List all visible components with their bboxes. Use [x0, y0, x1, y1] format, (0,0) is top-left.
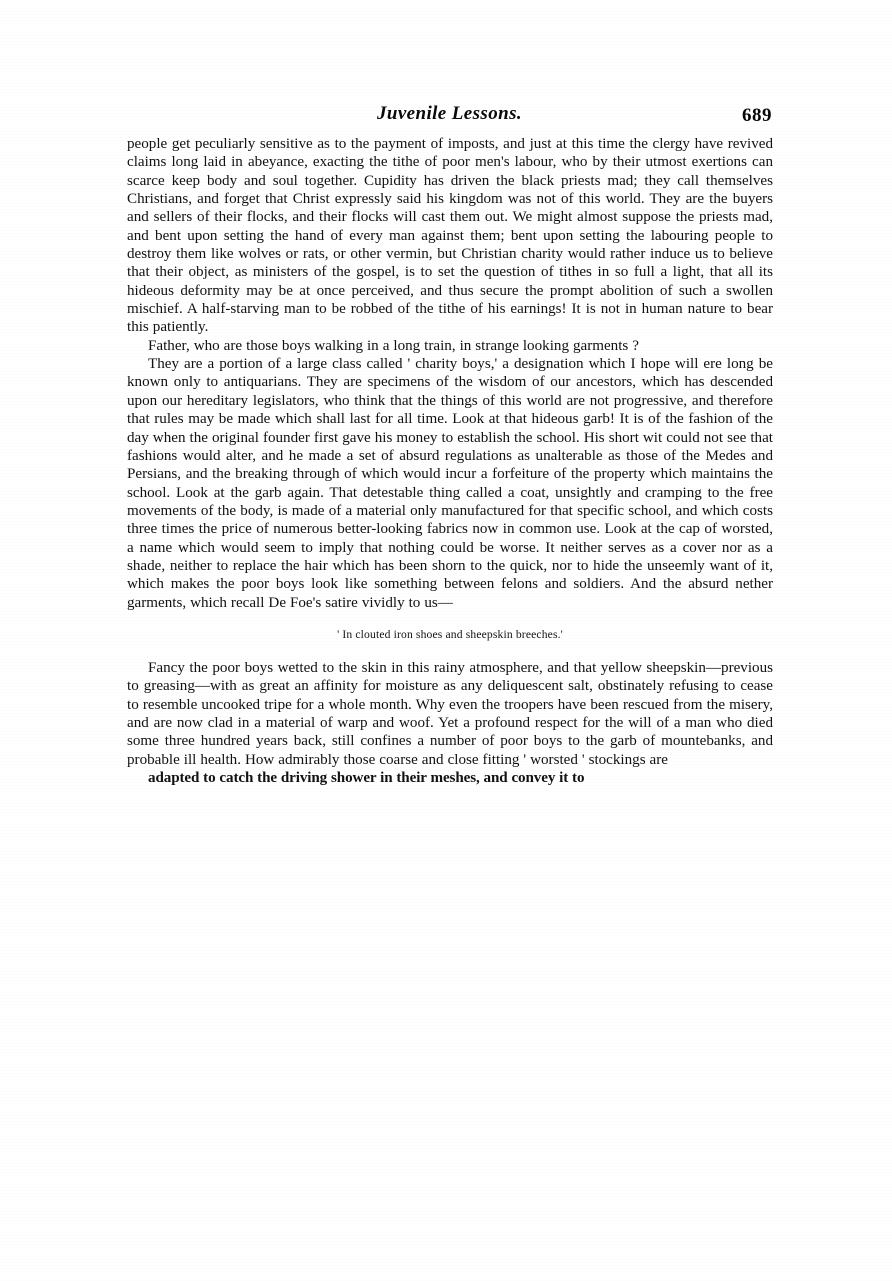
paragraph-father-question: Father, who are those boys walking in a long train, in strange looking garments ? — [148, 337, 639, 354]
paragraph-sheepskin-text: Fancy the poor boys wetted to the skin in this rainy atmosphere, and that yellow sheepskin—previous to greasing—with as great an affinity for moisture as any deliquescent salt, obstinately refusing to cease to resemble uncooked tripe for a whole month. Why even the troopers have been rescued from the misery, and are now clad in a material of warp and woof. Yet a profound respect for the will of a man who died some three hundred years back, still confines a number of poor boys to the garb of mountebanks, and probable ill health. How admirably those coarse and close fitting ' worsted ' stockings are — [127, 659, 773, 768]
running-head-title: Juvenile Lessons. — [376, 103, 523, 124]
body-text-block — [127, 135, 773, 787]
paragraph-tithes: people get peculiarly sensitive as to the payment of imposts, and just at this time the clergy have revived claims long laid in abeyance, exacting the tithe of poor men's labour, who by their utmost exertions can scarce keep body and soul together. Cupidity has driven the black priests mad; they call themselves Christians, and forget that Christ expressly said his kingdom was not of this world. They are the buyers and sellers of their flocks, and their flocks will cast them out. We might almost suppose the priests mad, and bent upon setting the hand of every man against them; bent upon setting the labouring people to destroy them like wolves or rats, or other vermin, but Christian charity would rather induce us to believe that their object, as ministers of the gospel, is to set the question of tithes in so full a light, that all its hideous deformity may be at once perceived, and thus secure the prompt abolition of such a swollen mischief. A half-starving man to be robbed of the tithe of his earnings! It is not in human nature to bear this patiently. — [127, 136, 773, 336]
paragraph-sheepskin-last-line: adapted to catch the driving shower in their meshes, and convey it to — [148, 770, 585, 786]
page-number: 689 — [742, 105, 772, 126]
running-head — [127, 103, 772, 127]
paragraph-charity-boys: They are a portion of a large class called ' charity boys,' a designation which I hope will ere long be known only to antiquarians. They are specimens of the wisdom of our ancestors, which has descended upon our hereditary legislators, who think that the things of this world are not progressive, and therefore that rules may be made which shall last for all time. Look at that hideous garb! It is of the fashion of the day when the original founder first gave his money to establish the school. His short wit could not see that fashions would alter, and he made a set of absurd regulations as unalterable as those of the Medes and Persians, and the breaking through of which would incur a forfeiture of the property which maintains the school. Look at the garb again. That detestable thing called a coat, unsightly and cramping to the free movements of the body, is made of a material only manufactured for that specific school, and which costs three times the price of numerous better-looking fabrics now in common use. Look at the cap of worsted, a name which would seem to imply that nothing could be worse. It neither serves as a cover nor as a shade, neither to replace the hair which has been shorn to the quick, nor to hide the unseemly want of it, which makes the poor boys look like something between felons and soldiers. And the absurd nether garments, which recall De Foe's satire vividly to us— — [127, 356, 773, 611]
verse-quotation: ' In clouted iron shoes and sheepskin breeches.' — [337, 627, 563, 641]
paragraph-sheepskin — [127, 659, 773, 787]
